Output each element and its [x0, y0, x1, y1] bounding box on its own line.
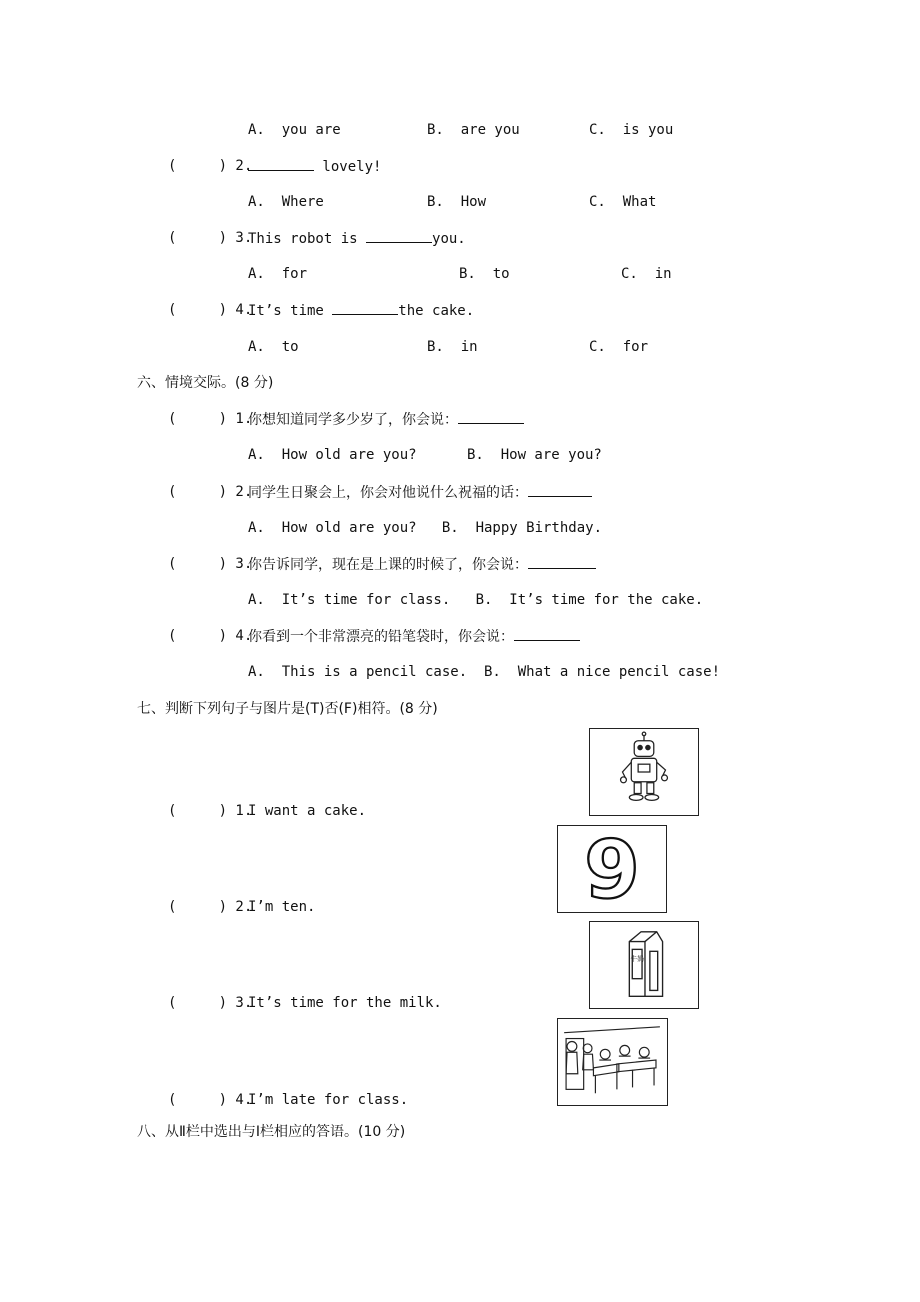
q3-line: This robot is you. [248, 228, 466, 249]
q3-paren: ( ) 3. [168, 230, 253, 246]
number-nine-icon [557, 825, 667, 913]
s7-q4-text: I’m late for class. [248, 1092, 409, 1108]
answer-blank [458, 409, 524, 424]
nine-digit: 9 [584, 826, 640, 912]
q4-option-a: A. to [248, 339, 299, 355]
q2-option-b: B. How [427, 194, 487, 210]
answer-blank [514, 626, 580, 641]
s6-q3-paren: ( ) 3. [168, 556, 253, 572]
carton-label: 牛奶 [630, 955, 644, 964]
q3-option-a: A. for [248, 266, 308, 282]
s6-q1-paren: ( ) 1. [168, 411, 253, 427]
s7-q1-paren: ( ) 1. [168, 803, 253, 819]
s6-q4-options: A. This is a pencil case. B. What a nice pencil case! [248, 664, 721, 680]
q4-option-b: B. in [427, 339, 478, 355]
s6-q4-text: 你看到一个非常漂亮的铅笔袋时，你会说： [248, 626, 580, 647]
q2-option-a: A. Where [248, 194, 324, 210]
s7-q3-paren: ( ) 3. [168, 995, 253, 1011]
s7-q3-text: It’s time for the milk. [248, 995, 442, 1011]
s7-q2-paren: ( ) 2. [168, 899, 253, 915]
answer-blank [366, 228, 432, 243]
s6-q2-text: 同学生日聚会上，你会对他说什么祝福的话： [248, 482, 592, 503]
answer-blank [528, 554, 596, 569]
s6-q1-option-a: A. How old are you? [248, 447, 417, 463]
q2-option-c: C. What [589, 194, 657, 210]
q1-option-c: C. is you [589, 122, 674, 138]
s7-q4-paren: ( ) 4. [168, 1092, 253, 1108]
q2-paren: ( ) 2. [168, 158, 253, 174]
section8-title: 八、从Ⅱ栏中选出与Ⅰ栏相应的答语。(10 分) [137, 1124, 406, 1140]
s6-q2-options: A. How old are you? B. Happy Birthday. [248, 520, 603, 536]
s6-q4-paren: ( ) 4. [168, 628, 253, 644]
q3-option-b: B. to [459, 266, 510, 282]
q4-line: It’s time the cake. [248, 300, 474, 321]
section6-title: 六、情境交际。(8 分) [137, 375, 274, 391]
s7-q2-text: I’m ten. [248, 899, 316, 915]
q3-option-c: C. in [621, 266, 672, 282]
section7-title: 七、判断下列句子与图片是(T)否(F)相符。(8 分) [137, 701, 438, 717]
answer-blank [332, 300, 398, 315]
robot-icon [589, 728, 699, 816]
answer-blank [248, 156, 314, 171]
s6-q3-options: A. It’s time for class. B. It’s time for the cake. [248, 592, 704, 608]
q1-option-b: B. are you [427, 122, 520, 138]
q4-option-c: C. for [589, 339, 649, 355]
q4-paren: ( ) 4. [168, 302, 253, 318]
s6-q2-paren: ( ) 2. [168, 484, 253, 500]
s6-q3-text: 你告诉同学，现在是上课的时候了，你会说： [248, 554, 596, 575]
milk-carton-icon [589, 921, 699, 1009]
answer-blank [528, 482, 592, 497]
s6-q1-option-b: B. How are you? [467, 447, 602, 463]
q2-line: lovely! [248, 156, 381, 177]
classroom-icon [557, 1018, 668, 1106]
q1-option-a: A. you are [248, 122, 341, 138]
s7-q1-text: I want a cake. [248, 803, 367, 819]
s6-q1-text: 你想知道同学多少岁了，你会说： [248, 409, 524, 430]
